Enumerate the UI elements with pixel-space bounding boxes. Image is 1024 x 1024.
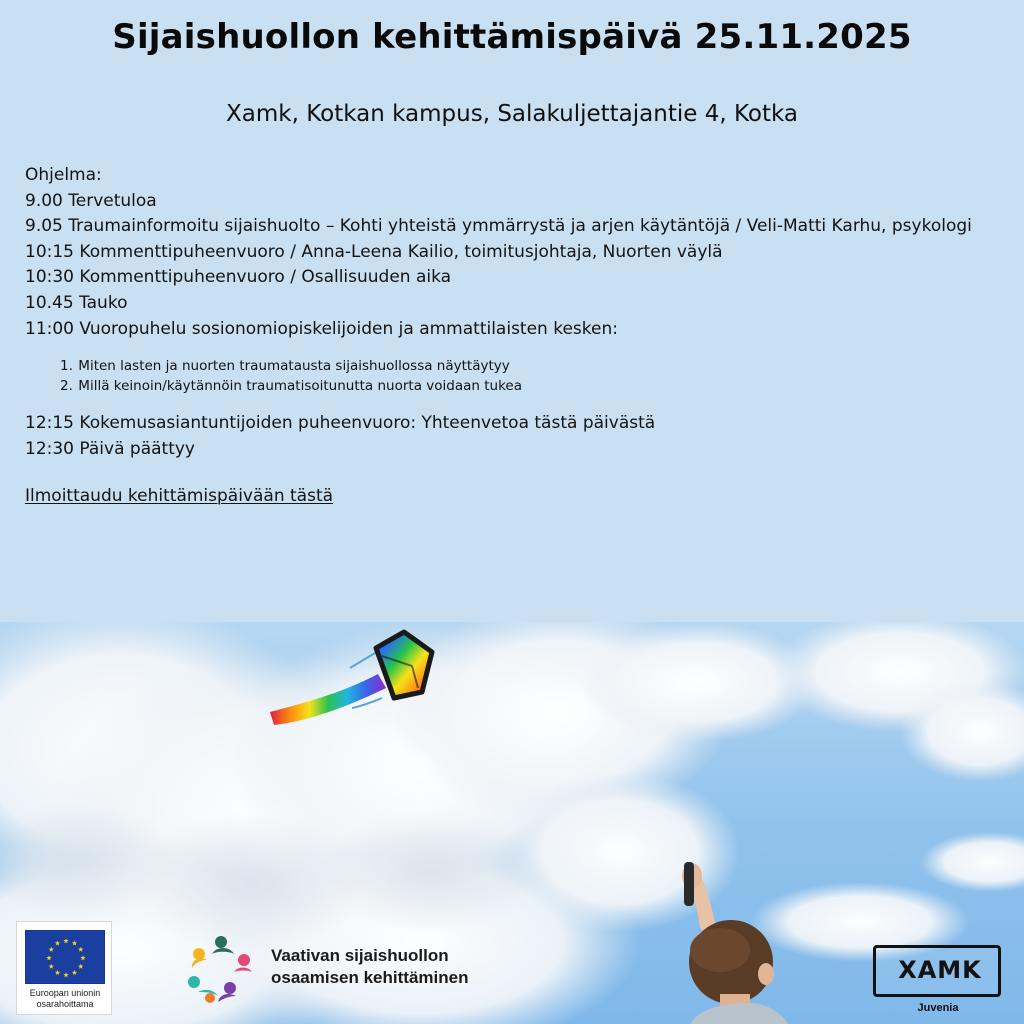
discussion-topics-list <box>25 356 995 396</box>
discussion-topic <box>60 376 995 396</box>
xamk-subtitle: Juvenia <box>917 1002 959 1014</box>
topic-text: Millä keinoin/käytännöin traumatisoitunutta nuorta voidaan tukea <box>78 378 523 395</box>
registration-link[interactable]: Ilmoittaudu kehittämispäivään tästä <box>25 486 334 507</box>
eu-star-icon <box>72 970 77 975</box>
project-name-line1: Vaativan sijaishuollon <box>271 946 449 965</box>
eu-star-icon <box>55 940 60 945</box>
eu-star-icon <box>49 947 54 952</box>
program-item: 12:15 Kokemusasiantuntijoiden puheenvuoro: Yhteenvetoa tästä päivästä <box>25 413 656 434</box>
project-logo <box>186 932 506 1004</box>
topic-text: Miten lasten ja nuorten traumatausta sijaishuollossa näyttäytyy <box>78 358 510 375</box>
program-item: 10:15 Kommenttipuheenvuoro / Anna-Leena Kailio, toimitusjohtaja, Nuorten väylä <box>25 241 723 262</box>
xamk-logo <box>871 943 1005 1017</box>
program-heading: Ohjelma: <box>25 165 102 185</box>
xamk-wordmark: XAMK <box>898 956 982 984</box>
eu-funding-badge <box>16 921 112 1015</box>
eu-star-icon <box>78 947 83 952</box>
eu-star-icon <box>63 938 68 943</box>
program-section <box>25 163 995 510</box>
topic-number: 1. <box>60 358 73 375</box>
eu-funding-text <box>17 988 113 1009</box>
location-text: Xamk, Kotkan kampus, Salakuljettajantie 4, Kotka <box>226 101 798 127</box>
eu-star-icon <box>55 970 60 975</box>
eu-star-icon <box>63 972 68 977</box>
xamk-logo-icon <box>873 945 1001 997</box>
program-item: 10.45 Tauko <box>25 292 128 313</box>
eu-star-icon <box>80 955 85 960</box>
eu-text-line1: Euroopan unionin <box>29 988 101 998</box>
program-item: 10:30 Kommenttipuheenvuoro / Osallisuuden aika <box>25 267 452 288</box>
eu-flag-icon <box>25 930 105 984</box>
program-item: 9.05 Traumainformoitu sijaishuolto – Kohti yhteistä ymmärrystä ja arjen käytäntöjä / Veli-Matti Karhu, psykologi <box>25 216 972 237</box>
program-item: 9.00 Tervetuloa <box>25 190 157 211</box>
eu-star-icon <box>72 940 77 945</box>
project-people-icon <box>186 932 258 1004</box>
eu-text-line2: osarahoittama <box>36 998 94 1009</box>
topic-number: 2. <box>60 378 73 395</box>
project-name <box>271 945 468 989</box>
program-item: 12:30 Päivä päättyy <box>25 438 195 459</box>
eu-star-icon <box>78 964 83 969</box>
discussion-topic <box>60 356 995 376</box>
eu-star-icon <box>46 955 51 960</box>
project-name-line2: osaamisen kehittäminen <box>271 968 469 987</box>
program-item: 11:00 Vuoropuhelu sosionomiopiskelijoiden ja ammattilaisten kesken: <box>25 318 618 339</box>
eu-star-icon <box>49 964 54 969</box>
page-title: Sijaishuollon kehittämispäivä 25.11.2025 <box>112 17 912 57</box>
